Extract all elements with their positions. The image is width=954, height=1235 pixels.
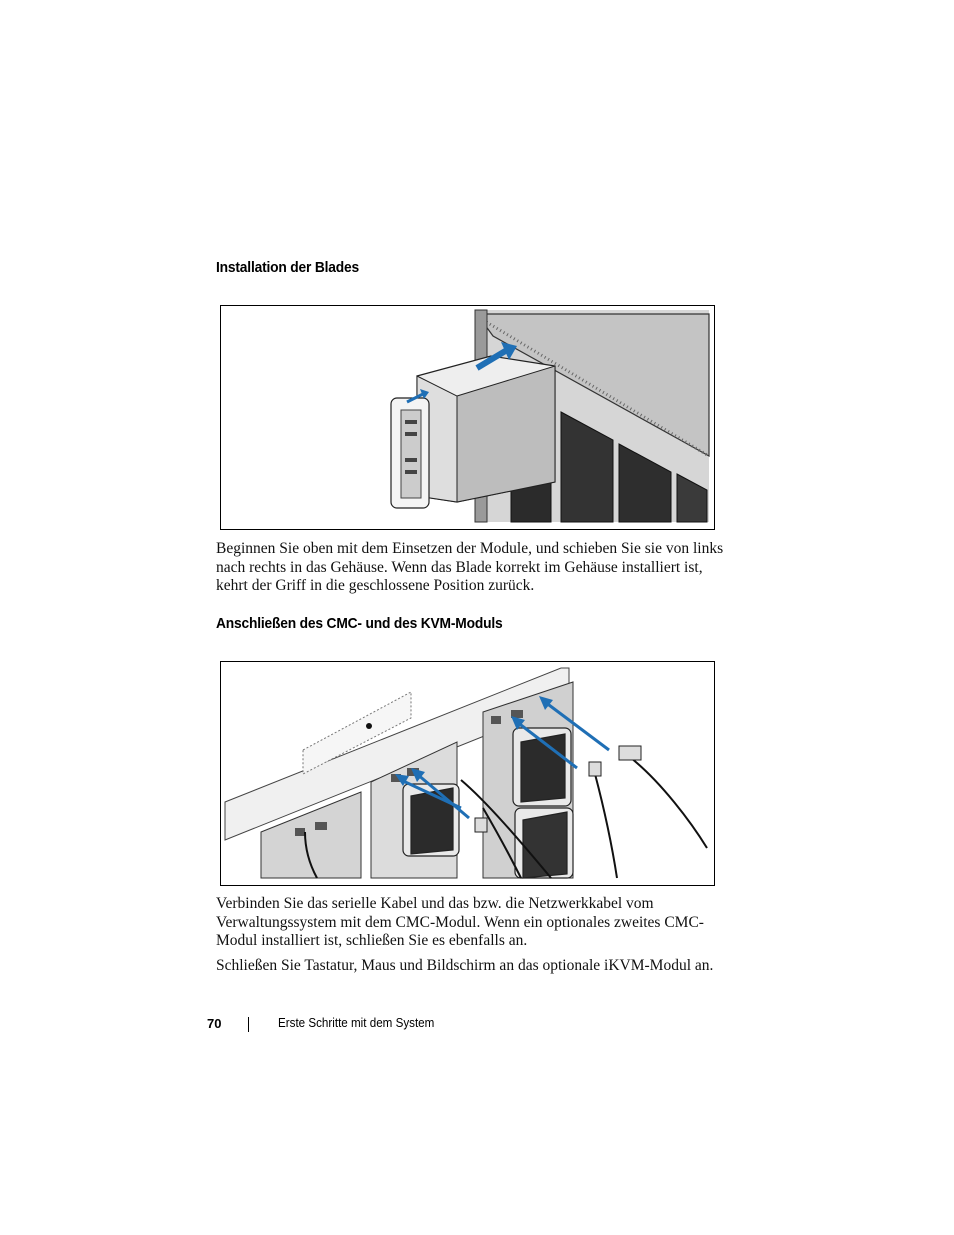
blade-installation-figure [220,305,715,530]
footer-chapter-title: Erste Schritte mit dem System [278,1016,435,1030]
ikvm-instructions: Schließen Sie Tastatur, Maus und Bildschirm an das optionale iKVM-Modul an. [216,957,714,974]
page-number: 70 [207,1016,222,1031]
cmc-kvm-figure [220,661,715,886]
footer-separator [248,1017,249,1032]
blade-installation-illustration [221,306,714,529]
cmc-instructions: Verbinden Sie das serielle Kabel und das bzw. die Netzwerkkabel vom Verwaltungssystem mit dem CMC-Modul. Wenn ein optionales zweites CMC-Modul installiert ist, schließen Sie es ebenfalls an. [216,895,704,950]
section-heading-cmc-kvm: Anschließen des CMC- und des KVM-Moduls [216,615,503,632]
blades-instructions: Beginnen Sie oben mit dem Einsetzen der Module, und schieben Sie sie von links nach rechts in das Gehäuse. Wenn das Blade korrekt im Gehäuse installiert ist, kehrt der Griff in die geschlossene Position zurück. [216,540,724,595]
cmc-kvm-illustration [221,662,714,885]
section-heading-blades: Installation der Blades [216,259,360,276]
